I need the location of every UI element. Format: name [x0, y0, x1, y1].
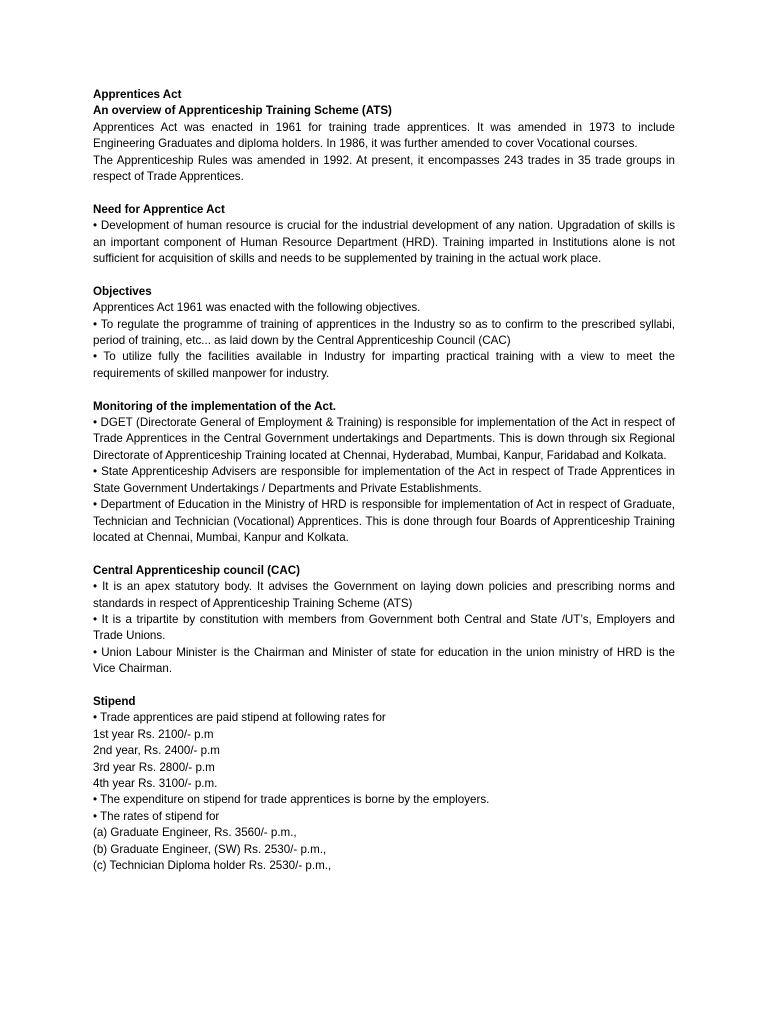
cac-heading: Central Apprenticeship council (CAC) [93, 563, 300, 577]
intro-paragraph-1: Apprentices Act was enacted in 1961 for training trade apprentices. It was amended in 1973 to include Engineering Graduates and diploma holders. In 1986, it was further amended to cover Vocational courses. [93, 120, 675, 151]
document-body [93, 87, 675, 874]
section-spacer [93, 546, 675, 562]
stipend-heading: Stipend [93, 694, 136, 708]
section-spacer [93, 382, 675, 398]
cac-item: • It is an apex statutory body. It advises the Government on laying down policies and prescribing norms and standards in respect of Apprenticeship Training Scheme (ATS) [93, 580, 675, 610]
section-spacer [93, 267, 675, 283]
stipend-line: (c) Technician Diploma holder Rs. 2530/- p.m., [93, 859, 332, 873]
section-spacer [93, 678, 675, 694]
stipend-line: 3rd year Rs. 2800/- p.m [93, 760, 215, 774]
need-heading: Need for Apprentice Act [93, 202, 225, 216]
objectives-item: • To regulate the programme of training of apprentices in the Industry so as to confirm to the prescribed syllabi, period of training, etc... as laid down by the Central Apprenticeship Council (CAC) [93, 317, 675, 348]
stipend-line: 2nd year, Rs. 2400/- p.m [93, 744, 220, 758]
monitoring-heading: Monitoring of the implementation of the Act. [93, 399, 337, 413]
objectives-intro: Apprentices Act 1961 was enacted with the following objectives. [93, 301, 421, 315]
stipend-line: 1st year Rs. 2100/- p.m [93, 727, 214, 741]
section-spacer [93, 185, 675, 201]
stipend-line: • The expenditure on stipend for trade apprentices is borne by the employers. [93, 793, 490, 807]
stipend-line: (b) Graduate Engineer, (SW) Rs. 2530/- p.m., [93, 842, 327, 856]
cac-item: • Union Labour Minister is the Chairman and Minister of state for education in the union ministry of HRD is the Vice Chairman. [93, 645, 675, 676]
monitoring-item: • DGET (Directorate General of Employment & Training) is responsible for implementation of the Act in respect of Trade Apprentices in the Central Government undertakings and Departments. This is down through six Regional Directorate of Apprenticeship Training located at Chennai, Hyderabad, Mumbai, Kanpur, Faridabad and Kolkata. [93, 416, 675, 462]
document-subtitle: An overview of Apprenticeship Training Scheme (ATS) [93, 104, 392, 118]
stipend-line: • The rates of stipend for [93, 809, 220, 823]
document-title: Apprentices Act [93, 88, 182, 101]
objectives-heading: Objectives [93, 284, 152, 298]
monitoring-item: • Department of Education in the Ministry of HRD is responsible for implementation of Act in respect of Graduate, Technician and Technician (Vocational) Apprentices. This is done through four Boards of Apprenticeship Training located at Chennai, Mumbai, Kanpur and Kolkata. [93, 498, 675, 544]
stipend-line: (a) Graduate Engineer, Rs. 3560/- p.m., [93, 826, 297, 840]
cac-item: • It is a tripartite by constitution with members from Government both Central and State /UT’s, Employers and Trade Unions. [93, 612, 675, 643]
stipend-line: • Trade apprentices are paid stipend at following rates for [93, 711, 386, 725]
monitoring-item: • State Apprenticeship Advisers are responsible for implementation of the Act in respect of Trade Apprentices in State Government Undertakings / Departments and Private Establishments. [93, 465, 675, 495]
objectives-item: • To utilize fully the facilities available in Industry for imparting practical training with a view to meet the requirements of skilled manpower for industry. [93, 350, 675, 380]
intro-paragraph-2: The Apprenticeship Rules was amended in 1992. At present, it encompasses 243 trades in 35 trade groups in respect of Trade Apprentices. [93, 153, 675, 184]
need-paragraph: • Development of human resource is crucial for the industrial development of any nation. Upgradation of skills is an important component of Human Resource Department (HRD). Training imparted in Institutions alone is not sufficient for acquisition of skills and needs to be supplemented by training in the actual work place. [93, 219, 675, 266]
stipend-line: 4th year Rs. 3100/- p.m. [93, 776, 218, 790]
